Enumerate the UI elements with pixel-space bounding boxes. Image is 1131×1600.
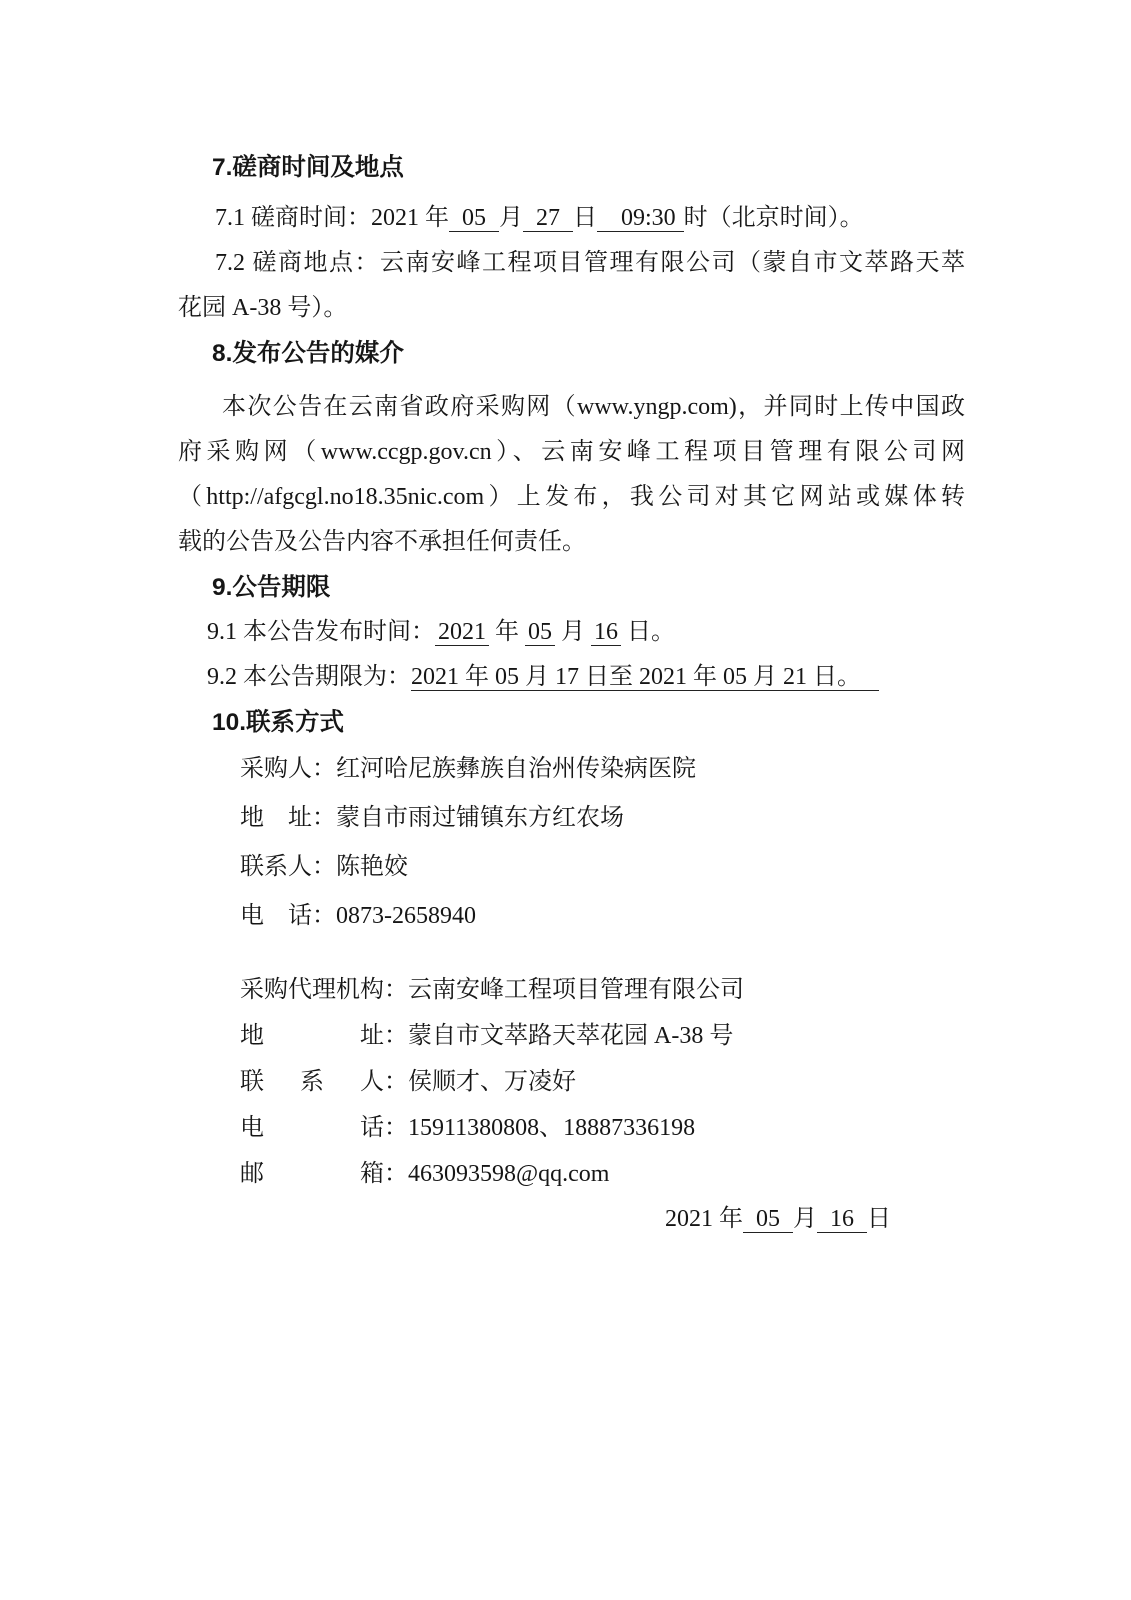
t91-day-value: 16: [591, 619, 621, 646]
colon: ：: [384, 977, 408, 1003]
agency-contact-person-row: [240, 1059, 965, 1105]
colon: ：: [384, 1069, 408, 1095]
t91-year-value: 2021: [435, 619, 489, 646]
agency-email-value: 463093598@qq.com: [408, 1161, 610, 1187]
t71-month-value: 05: [449, 205, 499, 232]
signature-date-line: [178, 1197, 965, 1242]
agency-name-label: 采购代理机构: [240, 977, 384, 1003]
agency-phone-label: 电话: [240, 1115, 384, 1141]
purchaser-address-value: 蒙自市雨过铺镇东方红农场: [336, 805, 624, 831]
colon: ：: [384, 1115, 408, 1141]
t71-prefix: 7.1 磋商时间：2021 年: [215, 205, 449, 231]
purchaser-phone-row: [240, 892, 965, 941]
line-7-2b: 花园 A-38 号）。: [178, 295, 348, 321]
colon: ：: [312, 854, 336, 880]
colon: ：: [312, 756, 336, 782]
t91-month-value: 05: [525, 619, 555, 646]
line-7-2a: 7.2 磋商地点：云南安峰工程项目管理有限公司（蒙自市文萃路天萃: [215, 250, 965, 276]
agency-address-label: 地址: [240, 1023, 384, 1049]
agency-contact-person-label: 联系人: [240, 1069, 384, 1095]
purchaser-address-row: [240, 794, 965, 843]
t91-suffix: 日。: [621, 619, 675, 645]
line-7-1: [178, 196, 965, 241]
agency-name-row: [240, 967, 965, 1013]
t91-year-label: 年: [489, 619, 525, 645]
t71-day-value: 27: [523, 205, 573, 232]
purchaser-name-row: [240, 745, 965, 794]
line-9-1: [178, 610, 965, 655]
section-8-paragraph-line-3: （http://afgcgl.no18.35nic.com）上发布，我公司对其它网站或媒体转: [178, 484, 965, 510]
t71-suffix: 时（北京时间）。: [683, 205, 864, 231]
colon: ：: [312, 903, 336, 929]
purchaser-contact-block: [240, 745, 965, 941]
agency-email-row: [240, 1151, 965, 1197]
section-9-heading: 9.公告期限: [212, 574, 331, 601]
date-day-label: 日: [867, 1206, 891, 1232]
date-day-value: 16: [817, 1206, 867, 1233]
agency-address-value: 蒙自市文萃路天萃花园 A-38 号: [408, 1023, 734, 1049]
colon: ：: [384, 1023, 408, 1049]
date-month-value: 05: [743, 1206, 793, 1233]
t71-month-label: 月: [499, 205, 523, 231]
section-8-heading: 8.发布公告的媒介: [212, 340, 404, 367]
purchaser-phone-value: 0873-2658940: [336, 903, 476, 929]
purchaser-phone-label: 电话: [240, 903, 312, 929]
t92-prefix: 9.2 本公告期限为：: [207, 664, 411, 690]
t71-day-label: 日: [573, 205, 597, 231]
t92-period-value: 2021 年 05 月 17 日至 2021 年 05 月 21 日。: [411, 664, 879, 691]
purchaser-address-label: 地址: [240, 805, 312, 831]
purchaser-contact-person-row: [240, 843, 965, 892]
t91-prefix: 9.1 本公告发布时间：: [207, 619, 435, 645]
date-month-label: 月: [793, 1206, 817, 1232]
section-8-paragraph-line-1: 本次公告在云南省政府采购网（www.yngp.com)，并同时上传中国政: [222, 394, 965, 420]
t71-time-value: 09:30: [597, 205, 684, 232]
date-year: 2021 年: [665, 1206, 743, 1232]
agency-name-value: 云南安峰工程项目管理有限公司: [408, 977, 744, 1003]
t91-month-label: 月: [555, 619, 591, 645]
agency-email-label: 邮箱: [240, 1161, 384, 1187]
section-8-paragraph-line-4: 载的公告及公告内容不承担任何责任。: [178, 529, 586, 555]
section-8-paragraph-line-2: 府采购网（www.ccgp.gov.cn）、云南安峰工程项目管理有限公司网: [178, 439, 965, 465]
agency-address-row: [240, 1013, 965, 1059]
colon: ：: [384, 1161, 408, 1187]
purchaser-name-value: 红河哈尼族彝族自治州传染病医院: [336, 756, 696, 782]
agency-contact-person-value: 侯顺才、万凌好: [408, 1069, 576, 1095]
section-7-heading: 7.磋商时间及地点: [212, 154, 404, 181]
agency-phone-row: [240, 1105, 965, 1151]
line-9-2: [178, 655, 965, 700]
purchaser-contact-person-label: 联系人: [240, 854, 312, 880]
block-spacer: [178, 941, 965, 967]
colon: ：: [312, 805, 336, 831]
purchaser-name-label: 采购人: [240, 756, 312, 782]
agency-phone-value: 15911380808、18887336198: [408, 1115, 696, 1141]
agency-contact-block: [240, 967, 965, 1197]
section-10-heading: 10.联系方式: [212, 709, 345, 736]
purchaser-contact-person-value: 陈艳姣: [336, 854, 408, 880]
